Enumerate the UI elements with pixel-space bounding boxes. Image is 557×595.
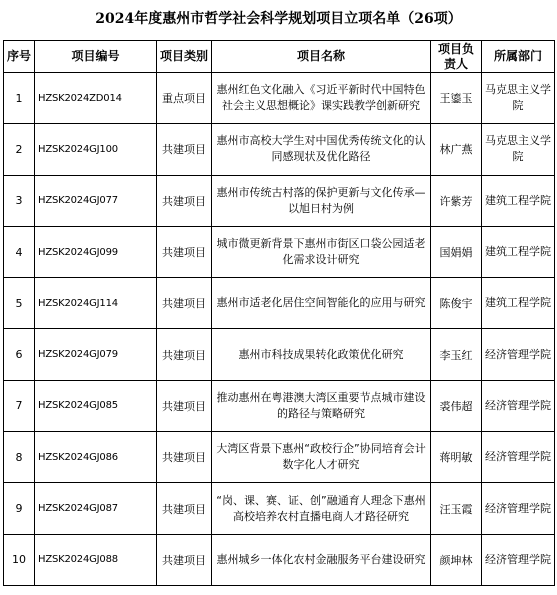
row-category: 共建项目 <box>157 226 212 277</box>
row-category: 共建项目 <box>157 432 212 483</box>
table-row <box>4 534 555 585</box>
row-no: 6 <box>4 329 35 380</box>
row-dept: 马克思主义学院 <box>482 124 555 175</box>
row-leader: 王鎏玉 <box>431 73 482 124</box>
row-category: 重点项目 <box>157 73 212 124</box>
row-no: 1 <box>4 73 35 124</box>
row-code: HZSK2024GJ077 <box>35 175 157 226</box>
table-row <box>4 278 555 329</box>
row-project-name: 惠州市传统古村落的保护更新与文化传承—以旭日村为例 <box>212 175 431 226</box>
row-leader: 许紫芳 <box>431 175 482 226</box>
row-no: 2 <box>4 124 35 175</box>
row-no: 3 <box>4 175 35 226</box>
row-category: 共建项目 <box>157 175 212 226</box>
row-category: 共建项目 <box>157 534 212 585</box>
row-dept: 经济管理学院 <box>482 483 555 534</box>
table-row <box>4 175 555 226</box>
header-category: 项目类别 <box>157 41 212 73</box>
row-category: 共建项目 <box>157 124 212 175</box>
row-project-name: 惠州市适老化居住空间智能化的应用与研究 <box>212 278 431 329</box>
document-title: 2024年度惠州市哲学社会科学规划项目立项名单（26项） <box>95 11 462 27</box>
row-project-name: “岗、课、赛、证、创”融通育人理念下惠州高校培养农村直播电商人才路径研究 <box>212 483 431 534</box>
row-code: HZSK2024GJ085 <box>35 380 157 431</box>
row-project-name: 惠州市科技成果转化政策优化研究 <box>212 329 431 380</box>
row-code: HZSK2024GJ088 <box>35 534 157 585</box>
row-code: HZSK2024GJ087 <box>35 483 157 534</box>
header-no: 序号 <box>4 41 35 73</box>
row-code: HZSK2024GJ099 <box>35 226 157 277</box>
table-row <box>4 483 555 534</box>
row-project-name: 惠州市高校大学生对中国优秀传统文化的认同感现状及优化路径 <box>212 124 431 175</box>
row-dept: 经济管理学院 <box>482 432 555 483</box>
row-dept: 建筑工程学院 <box>482 175 555 226</box>
row-project-name: 城市微更新背景下惠州市街区口袋公园适老化需求设计研究 <box>212 226 431 277</box>
table-row <box>4 124 555 175</box>
row-leader: 颜坤林 <box>431 534 482 585</box>
row-leader: 李玉红 <box>431 329 482 380</box>
row-code: HZSK2024GJ079 <box>35 329 157 380</box>
table-row <box>4 329 555 380</box>
project-list-table <box>3 40 555 586</box>
row-code: HZSK2024ZD014 <box>35 73 157 124</box>
row-code: HZSK2024GJ114 <box>35 278 157 329</box>
row-code: HZSK2024GJ100 <box>35 124 157 175</box>
row-project-name: 惠州红色文化融入《习近平新时代中国特色社会主义思想概论》课实践教学创新研究 <box>212 73 431 124</box>
header-code: 项目编号 <box>35 41 157 73</box>
row-no: 4 <box>4 226 35 277</box>
row-code: HZSK2024GJ086 <box>35 432 157 483</box>
row-no: 9 <box>4 483 35 534</box>
row-leader: 蒋明敏 <box>431 432 482 483</box>
row-no: 8 <box>4 432 35 483</box>
row-dept: 马克思主义学院 <box>482 73 555 124</box>
table-row <box>4 380 555 431</box>
header-name: 项目名称 <box>212 41 431 73</box>
row-dept: 经济管理学院 <box>482 534 555 585</box>
header-leader: 项目负责人 <box>431 41 482 73</box>
row-project-name: 推动惠州在粤港澳大湾区重要节点城市建设的路径与策略研究 <box>212 380 431 431</box>
row-leader: 裘伟超 <box>431 380 482 431</box>
row-dept: 经济管理学院 <box>482 329 555 380</box>
row-leader: 林广燕 <box>431 124 482 175</box>
table-header-row <box>4 41 555 73</box>
row-no: 10 <box>4 534 35 585</box>
row-dept: 经济管理学院 <box>482 380 555 431</box>
row-no: 5 <box>4 278 35 329</box>
row-dept: 建筑工程学院 <box>482 226 555 277</box>
table-row <box>4 432 555 483</box>
row-category: 共建项目 <box>157 278 212 329</box>
row-category: 共建项目 <box>157 483 212 534</box>
row-category: 共建项目 <box>157 380 212 431</box>
header-dept: 所属部门 <box>482 41 555 73</box>
row-leader: 陈俊宇 <box>431 278 482 329</box>
row-no: 7 <box>4 380 35 431</box>
row-project-name: 惠州城乡一体化农村金融服务平台建设研究 <box>212 534 431 585</box>
table-row <box>4 73 555 124</box>
row-leader: 汪玉霞 <box>431 483 482 534</box>
row-leader: 国娟娟 <box>431 226 482 277</box>
table-row <box>4 226 555 277</box>
row-project-name: 大湾区背景下惠州“政校行企”协同培育会计数字化人才研究 <box>212 432 431 483</box>
row-category: 共建项目 <box>157 329 212 380</box>
row-dept: 建筑工程学院 <box>482 278 555 329</box>
